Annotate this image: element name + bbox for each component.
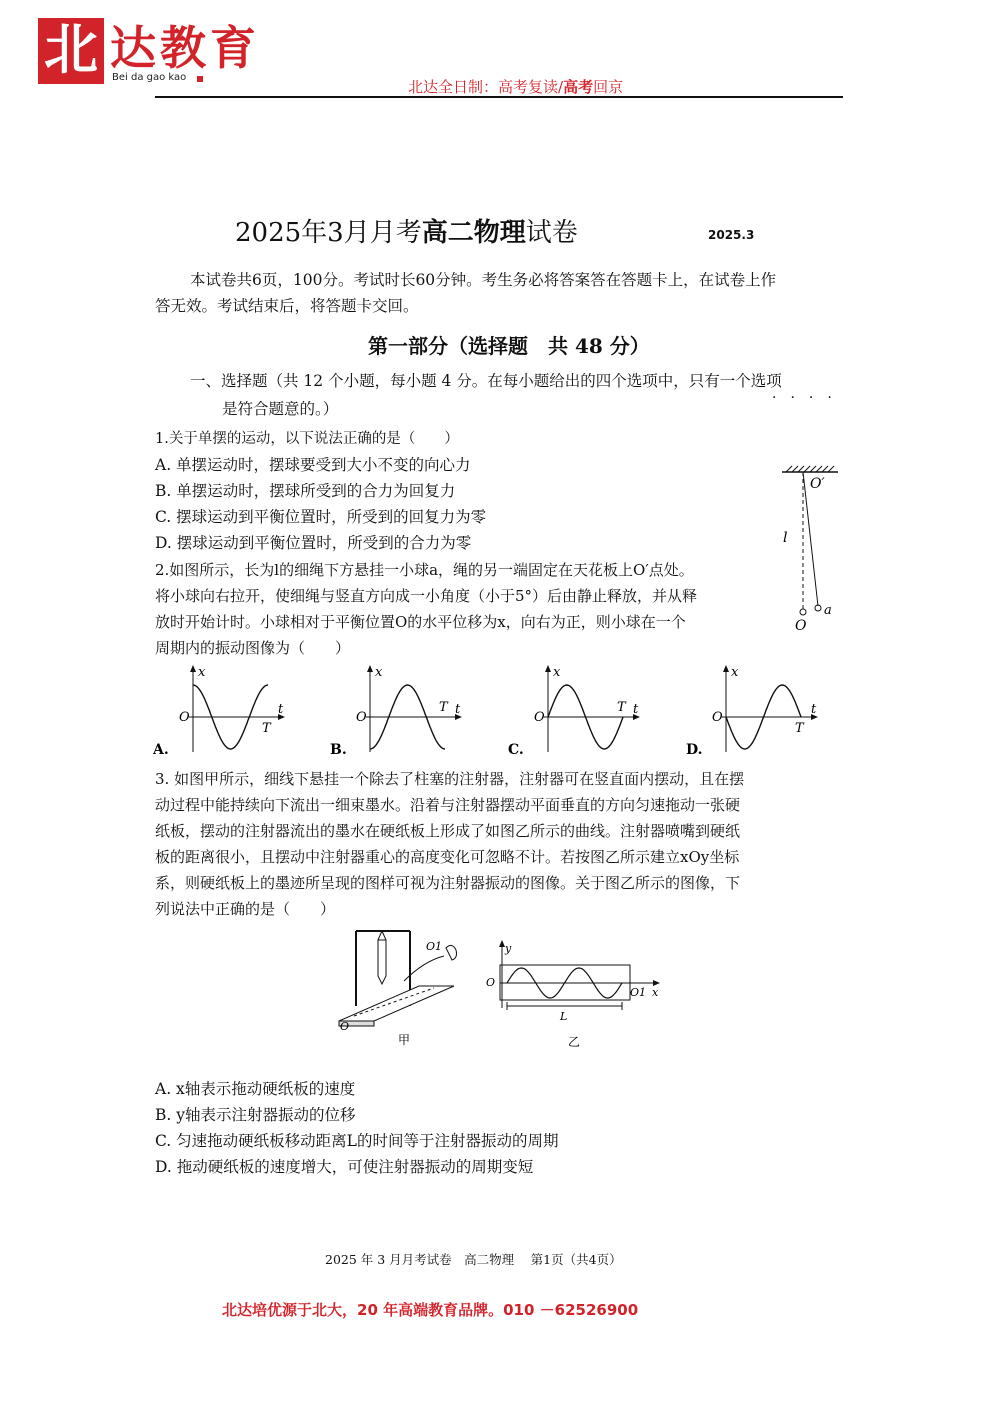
- section-title: 第一部分（选择题 共 48 分）: [368, 334, 650, 358]
- pendulum-ball-label: a: [824, 603, 832, 618]
- oscillation-graph: [686, 662, 826, 760]
- yi-o1-label: O1: [630, 986, 647, 999]
- section-instruction-1: 一、选择题（共 12 个小题，每小题 4 分。在每小题给出的四个选项中，只有一个选项: [190, 372, 782, 390]
- pendulum-bottom-label: O: [795, 618, 807, 634]
- q2-line-2: 将小球向右拉开，使细绳与竖直方向成一小角度（小于5°）后由静止释放，并从释: [155, 587, 698, 605]
- graph-option-label: D.: [686, 742, 703, 758]
- yi-length-label: L: [560, 1010, 568, 1023]
- graph-period-label: T: [262, 721, 271, 736]
- graph-period-label: T: [795, 721, 804, 736]
- header-divider: [155, 96, 843, 98]
- q2-line-1: 2.如图所示，长为l的细绳下方悬挂一小球a，绳的另一端固定在天花板上O′点处。: [155, 561, 694, 579]
- q3-option-a: A. x轴表示拖动硬纸板的速度: [155, 1080, 356, 1098]
- logo-char: 北: [44, 17, 98, 81]
- emphasis-dots: ····: [772, 390, 846, 406]
- graph-x-label: t: [278, 702, 284, 717]
- pendulum-figure: [778, 462, 842, 634]
- page-footer: 2025 年 3 月月考试卷 高二物理 第1页（共4页）: [325, 1252, 622, 1267]
- jia-o1-label: O1: [426, 940, 443, 953]
- q1-option-d: D. 摆球运动到平衡位置时，所受到的合力为零: [155, 534, 472, 552]
- q3-line-3: 纸板，摆动的注射器流出的墨水在硬纸板上形成了如图乙所示的曲线。注射器喷嘴到硬纸: [155, 822, 741, 840]
- graph-y-label: x: [198, 665, 206, 680]
- graph-option-label: A.: [153, 742, 169, 758]
- pendulum-top-label: O′: [810, 476, 825, 492]
- q1-option-c: C. 摆球运动到平衡位置时，所受到的回复力为零: [155, 508, 487, 526]
- graph-origin-label: O: [712, 710, 723, 725]
- q1-option-b: B. 单摆运动时，摆球所受到的合力为回复力: [155, 482, 456, 500]
- oscillation-graph: [330, 662, 470, 760]
- graph-period-label: T: [439, 700, 448, 715]
- oscillation-graph: [508, 662, 648, 760]
- logo-subtitle: Bei da gao kao: [112, 72, 187, 83]
- graph-x-label: t: [455, 702, 461, 717]
- jia-origin-label: O: [340, 1020, 350, 1033]
- section-instruction-2: 是符合题意的。）: [222, 400, 339, 418]
- yi-y-label: y: [505, 942, 512, 955]
- header-slogan: 北达全日制：高考复读/高考回京: [408, 78, 624, 96]
- graph-origin-label: O: [534, 710, 545, 725]
- graph-y-label: x: [375, 665, 383, 680]
- graph-y-label: x: [731, 665, 739, 680]
- graph-x-label: t: [633, 702, 639, 717]
- graph-x-label: t: [811, 702, 817, 717]
- q2-line-4: 周期内的振动图像为（ ）: [155, 639, 351, 657]
- q2-graph-option: [153, 662, 293, 760]
- graph-option-label: C.: [508, 742, 524, 758]
- graph-y-label: x: [553, 665, 561, 680]
- oscillation-graph: [153, 662, 293, 760]
- q3-line-2: 动过程中能持续向下流出一细束墨水。沿着与注射器摆动平面垂直的方向匀速拖动一张硬: [155, 796, 741, 814]
- q3-line-1: 3. 如图甲所示，细线下悬挂一个除去了柱塞的注射器，注射器可在竖直面内摆动，且在摆: [155, 770, 745, 788]
- q2-graph-option: [686, 662, 826, 760]
- q2-graph-option: [330, 662, 470, 760]
- intro-line-1: 本试卷共6页，100分。考试时长60分钟。考生务必将答案答在答题卡上，在试卷上作: [190, 271, 777, 289]
- q1-option-a: A. 单摆运动时，摆球要受到大小不变的向心力: [155, 456, 471, 474]
- jia-caption: 甲: [398, 1033, 411, 1047]
- graph-origin-label: O: [356, 710, 367, 725]
- page-title: 2025年3月月考高二物理试卷: [235, 218, 578, 248]
- q3-figure-jia: [334, 926, 474, 1050]
- q2-line-3: 放时开始计时。小球相对于平衡位置O的水平位移为x，向右为正，则小球在一个: [155, 613, 686, 631]
- yi-x-label: x: [652, 986, 659, 999]
- intro-line-2: 答无效。考试结束后，将答题卡交回。: [155, 297, 419, 315]
- graph-option-label: B.: [330, 742, 347, 758]
- bottom-advertisement: 北达培优源于北大，20 年高端教育品牌。010 －62526900: [222, 1301, 639, 1319]
- logo-dot: [197, 76, 203, 82]
- q3-option-c: C. 匀速拖动硬纸板移动距离L的时间等于注射器振动的周期: [155, 1132, 559, 1150]
- q3-line-6: 列说法中正确的是（ ）: [155, 900, 336, 918]
- yi-origin-label: O: [486, 976, 496, 989]
- q3-line-4: 板的距离很小，且摆动中注射器重心的高度变化可忽略不计。若按图乙所示建立xOy坐标: [155, 848, 740, 866]
- graph-origin-label: O: [179, 710, 190, 725]
- q3-option-b: B. y轴表示注射器振动的位移: [155, 1106, 356, 1124]
- q1-stem: 1.关于单摆的运动，以下说法正确的是（ ）: [155, 431, 459, 447]
- exam-date: 2025.3: [708, 228, 755, 242]
- graph-period-label: T: [617, 700, 626, 715]
- pendulum-length-label: l: [783, 530, 788, 546]
- q3-line-5: 系，则硬纸板上的墨迹所呈现的图样可视为注射器振动的图像。关于图乙所示的图像，下: [155, 874, 741, 892]
- logo-text: 达教育: [110, 21, 260, 75]
- yi-caption: 乙: [568, 1035, 581, 1049]
- q3-figure-yi: [480, 938, 670, 1050]
- q2-graph-option: [508, 662, 648, 760]
- q3-option-d: D. 拖动硬纸板的速度增大，可使注射器振动的周期变短: [155, 1158, 534, 1176]
